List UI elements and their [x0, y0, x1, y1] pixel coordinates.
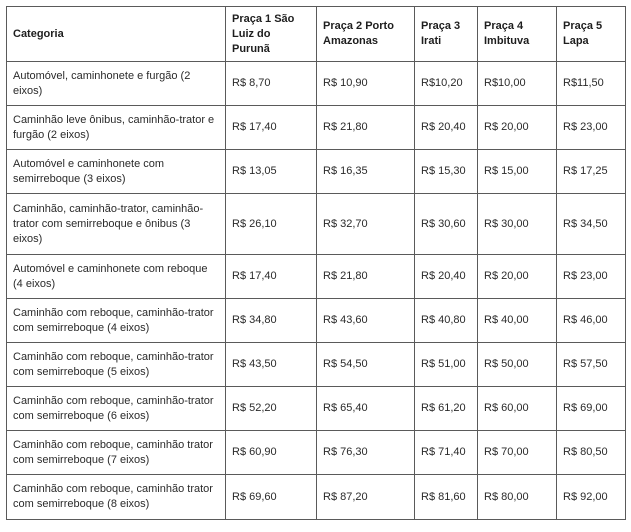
cell-praca-3: R$ 15,30	[415, 150, 478, 194]
cell-praca-2: R$ 16,35	[317, 150, 415, 194]
cell-praca-3: R$ 81,60	[415, 475, 478, 520]
cell-categoria: Caminhão com reboque, caminhão-trator com semirreboque (5 eixos)	[7, 343, 226, 387]
cell-praca-3: R$ 30,60	[415, 194, 478, 255]
cell-categoria: Caminhão com reboque, caminhão-trator com semirreboque (6 eixos)	[7, 387, 226, 431]
cell-praca-4: R$ 20,00	[478, 255, 557, 299]
table-row	[7, 62, 626, 106]
table-row	[7, 431, 626, 475]
table-row	[7, 255, 626, 299]
cell-praca-1: R$ 34,80	[226, 299, 317, 343]
cell-praca-3: R$ 51,00	[415, 343, 478, 387]
cell-praca-2: R$ 54,50	[317, 343, 415, 387]
header-praca-3: Praça 3 Irati	[415, 7, 478, 62]
cell-praca-5: R$ 23,00	[557, 255, 626, 299]
cell-praca-4: R$ 30,00	[478, 194, 557, 255]
cell-categoria: Caminhão com reboque, caminhão trator com semirreboque (7 eixos)	[7, 431, 226, 475]
cell-praca-1: R$ 26,10	[226, 194, 317, 255]
cell-praca-3: R$ 61,20	[415, 387, 478, 431]
cell-praca-1: R$ 60,90	[226, 431, 317, 475]
cell-praca-5: R$ 92,00	[557, 475, 626, 520]
header-praca-4: Praça 4 Imbituva	[478, 7, 557, 62]
cell-praca-2: R$ 21,80	[317, 106, 415, 150]
table-row	[7, 343, 626, 387]
toll-table	[6, 6, 626, 520]
table-row	[7, 299, 626, 343]
cell-praca-1: R$ 52,20	[226, 387, 317, 431]
cell-praca-5: R$ 80,50	[557, 431, 626, 475]
cell-praca-2: R$ 10,90	[317, 62, 415, 106]
cell-praca-3: R$ 71,40	[415, 431, 478, 475]
table-row	[7, 387, 626, 431]
cell-praca-4: R$ 70,00	[478, 431, 557, 475]
cell-categoria: Caminhão leve ônibus, caminhão-trator e furgão (2 eixos)	[7, 106, 226, 150]
cell-praca-2: R$ 65,40	[317, 387, 415, 431]
cell-praca-2: R$ 32,70	[317, 194, 415, 255]
cell-categoria: Caminhão, caminhão-trator, caminhão-trator com semirreboque e ônibus (3 eixos)	[7, 194, 226, 255]
cell-praca-5: R$ 17,25	[557, 150, 626, 194]
cell-praca-1: R$ 17,40	[226, 106, 317, 150]
cell-praca-1: R$ 69,60	[226, 475, 317, 520]
cell-praca-4: R$ 20,00	[478, 106, 557, 150]
cell-praca-4: R$10,00	[478, 62, 557, 106]
cell-categoria: Caminhão com reboque, caminhão trator com semirreboque (8 eixos)	[7, 475, 226, 520]
table-row	[7, 194, 626, 255]
cell-praca-4: R$ 50,00	[478, 343, 557, 387]
cell-praca-3: R$ 20,40	[415, 106, 478, 150]
cell-praca-2: R$ 87,20	[317, 475, 415, 520]
header-praca-5: Praça 5 Lapa	[557, 7, 626, 62]
header-praca-2: Praça 2 Porto Amazonas	[317, 7, 415, 62]
cell-praca-5: R$ 46,00	[557, 299, 626, 343]
cell-praca-5: R$ 23,00	[557, 106, 626, 150]
cell-praca-3: R$ 20,40	[415, 255, 478, 299]
cell-praca-4: R$ 40,00	[478, 299, 557, 343]
header-categoria: Categoria	[7, 7, 226, 62]
table-row	[7, 106, 626, 150]
cell-praca-4: R$ 15,00	[478, 150, 557, 194]
cell-praca-3: R$10,20	[415, 62, 478, 106]
cell-praca-1: R$ 43,50	[226, 343, 317, 387]
cell-praca-1: R$ 13,05	[226, 150, 317, 194]
cell-categoria: Automóvel, caminhonete e furgão (2 eixos)	[7, 62, 226, 106]
cell-praca-2: R$ 43,60	[317, 299, 415, 343]
cell-praca-5: R$ 57,50	[557, 343, 626, 387]
cell-praca-4: R$ 60,00	[478, 387, 557, 431]
cell-praca-3: R$ 40,80	[415, 299, 478, 343]
table-row	[7, 150, 626, 194]
cell-praca-2: R$ 21,80	[317, 255, 415, 299]
cell-categoria: Caminhão com reboque, caminhão-trator com semirreboque (4 eixos)	[7, 299, 226, 343]
cell-categoria: Automóvel e caminhonete com semirreboque (3 eixos)	[7, 150, 226, 194]
cell-praca-1: R$ 17,40	[226, 255, 317, 299]
header-praca-1: Praça 1 São Luiz do Purunã	[226, 7, 317, 62]
cell-praca-1: R$ 8,70	[226, 62, 317, 106]
table-row	[7, 475, 626, 520]
cell-praca-4: R$ 80,00	[478, 475, 557, 520]
cell-praca-5: R$ 69,00	[557, 387, 626, 431]
cell-praca-2: R$ 76,30	[317, 431, 415, 475]
cell-praca-5: R$11,50	[557, 62, 626, 106]
cell-praca-5: R$ 34,50	[557, 194, 626, 255]
cell-categoria: Automóvel e caminhonete com reboque (4 eixos)	[7, 255, 226, 299]
header-row	[7, 7, 626, 62]
